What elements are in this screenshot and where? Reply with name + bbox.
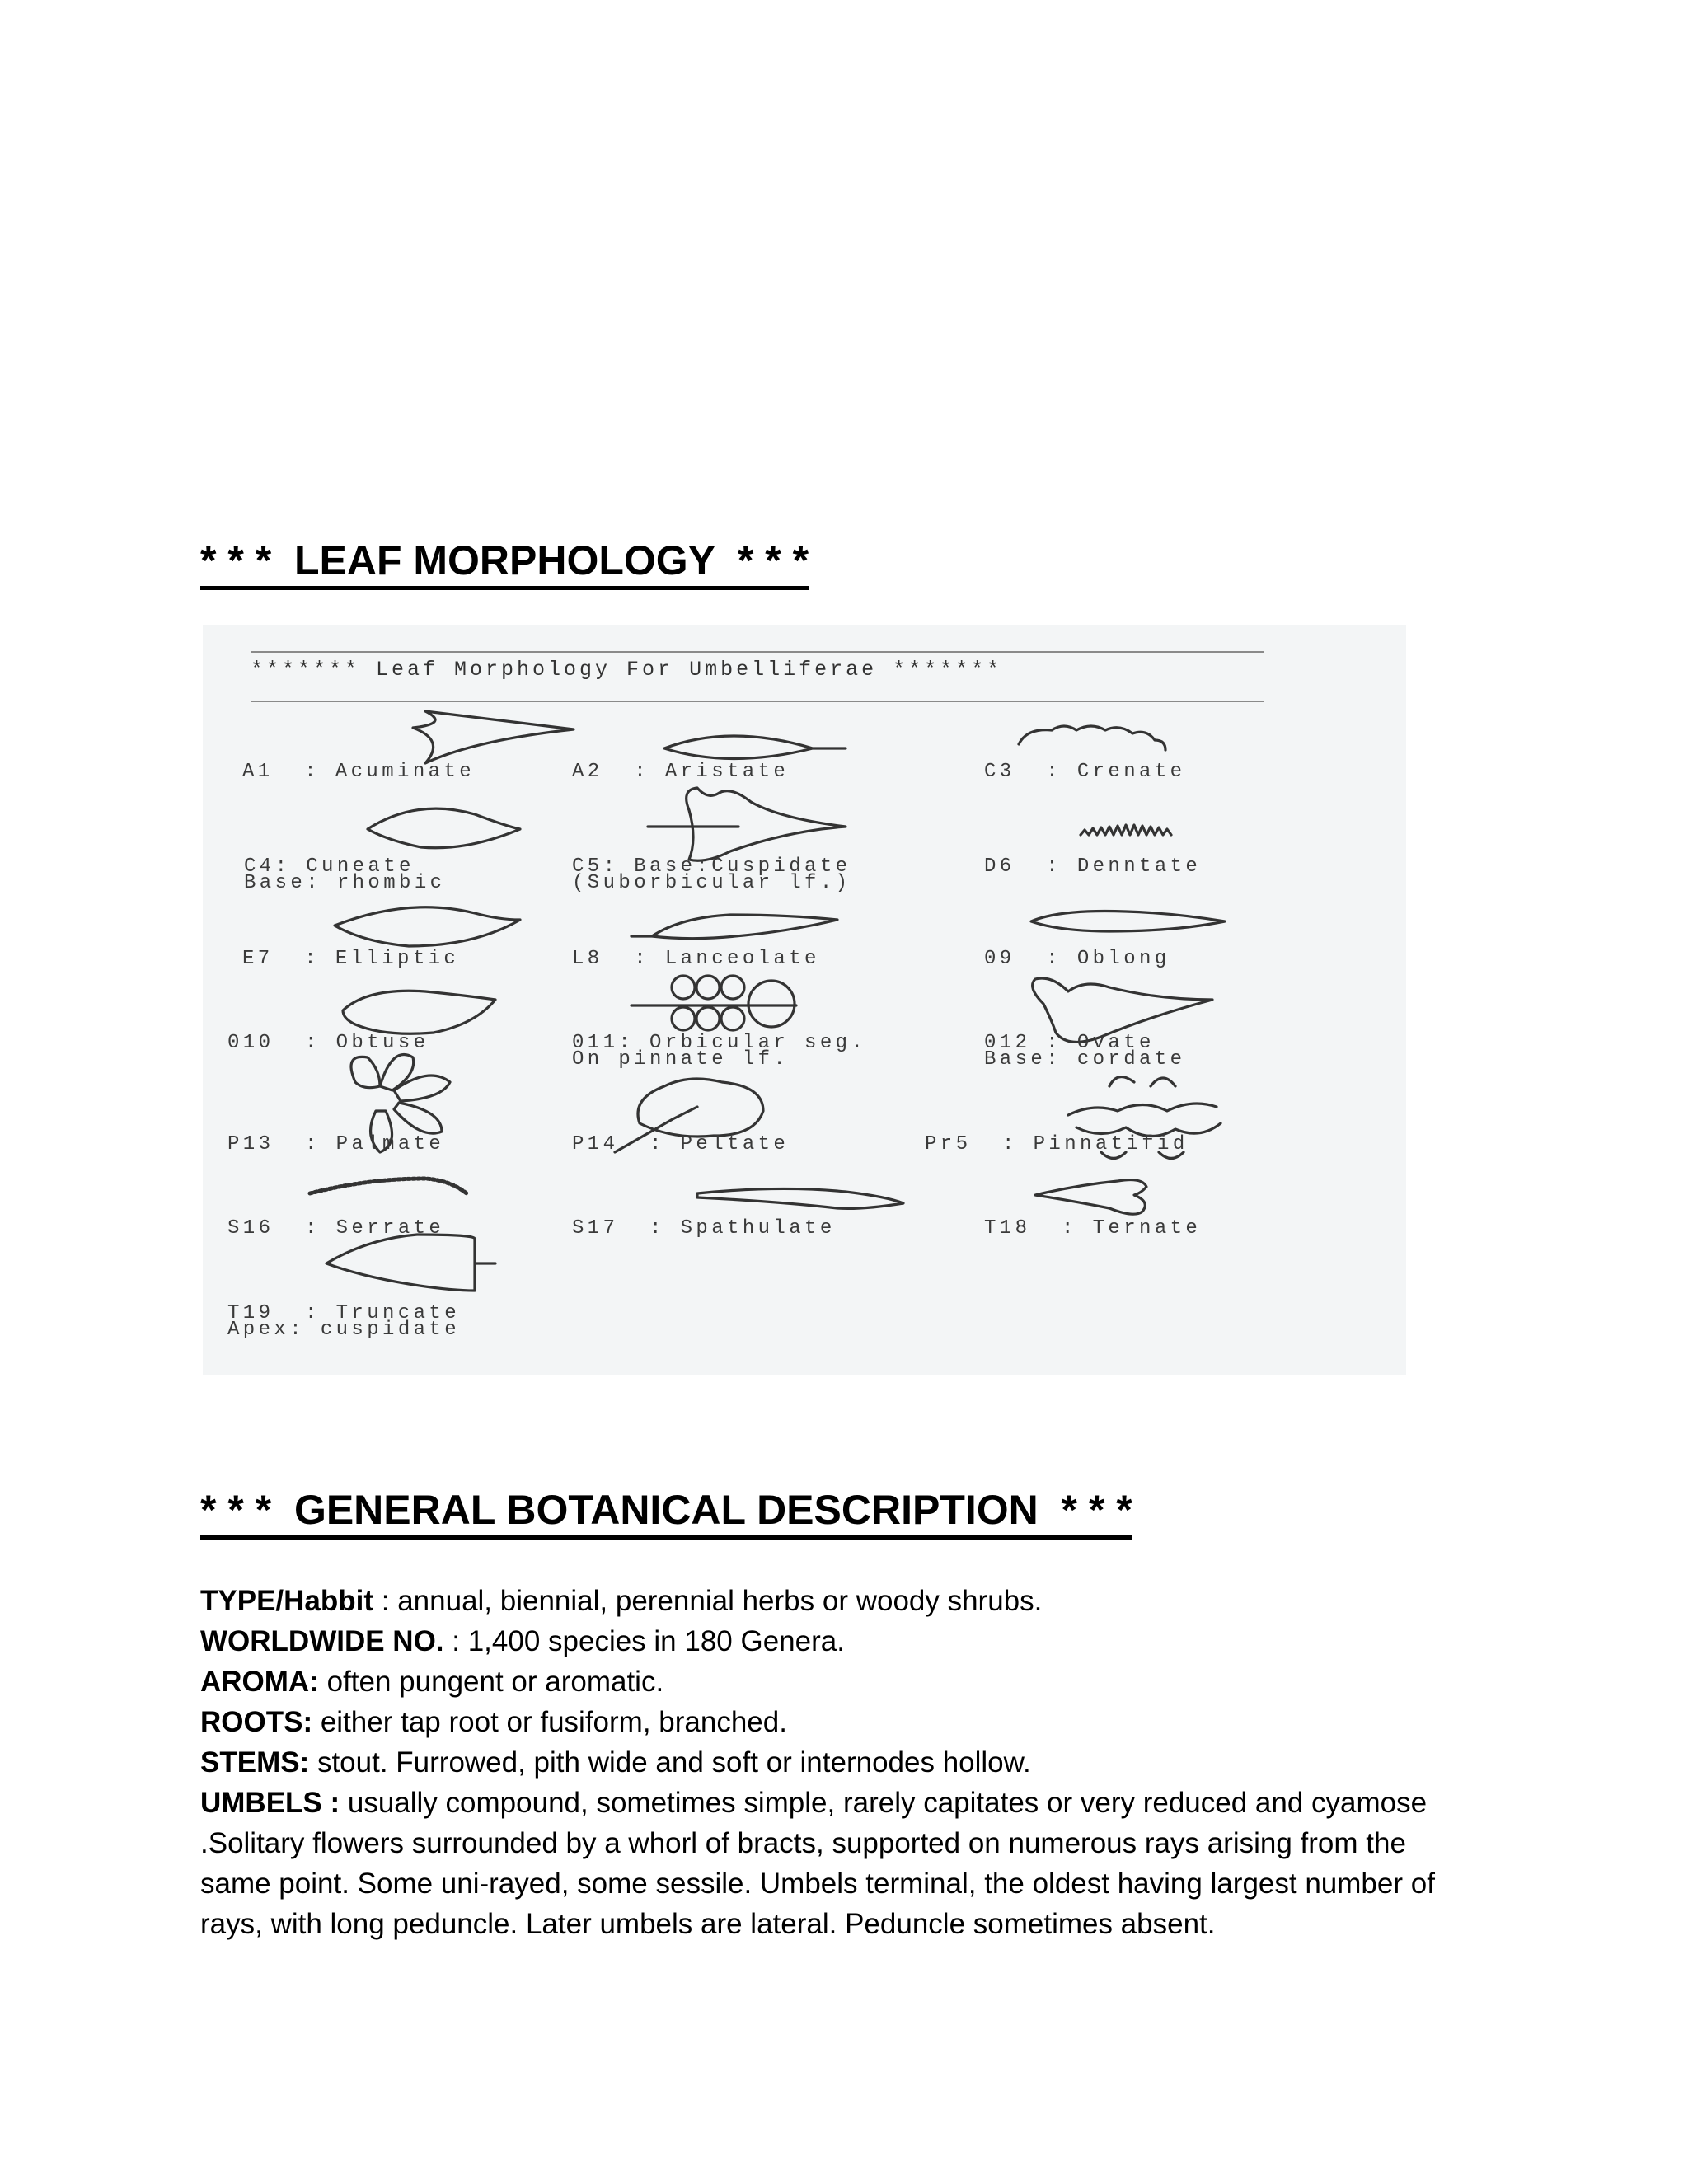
text-roots: either tap root or fusiform, branched. bbox=[312, 1706, 787, 1738]
term-type: TYPE/Habbit bbox=[200, 1585, 374, 1617]
label-012: 012 : Ovate bbox=[984, 1032, 1155, 1054]
text-umbels: usually compound, sometimes simple, rarely capitates or very reduced and cyamose .Solitary flowers surrounded by a whorl of bracts, supported on numerous rays arising from the same point. Some uni-rayed, some sessile. Umbels terminal, the oldest having largest number of rays, with long peduncle. Later umbels are lateral. Peduncle sometimes absent. bbox=[200, 1787, 1435, 1940]
label-011-sub: On pinnate lf. bbox=[572, 1048, 790, 1071]
label-t18: T18 : Ternate bbox=[984, 1217, 1202, 1240]
general-description-heading: * * * GENERAL BOTANICAL DESCRIPTION * * * bbox=[200, 1487, 1132, 1540]
term-umbels: UMBELS : bbox=[200, 1787, 340, 1819]
description-type bbox=[200, 1581, 1453, 1621]
term-stems: STEMS: bbox=[200, 1746, 310, 1779]
leaf-shape-crenate bbox=[1019, 726, 1165, 750]
label-012-sub: Base: cordate bbox=[984, 1048, 1186, 1071]
term-roots: ROOTS: bbox=[200, 1706, 313, 1738]
label-c4: C4: Cuneate bbox=[244, 855, 415, 878]
description-umbels bbox=[200, 1783, 1453, 1944]
label-t19: T19 : Truncate bbox=[227, 1302, 461, 1324]
leaf-shapes-drawing bbox=[203, 625, 1406, 1375]
text-aroma: often pungent or aromatic. bbox=[318, 1666, 664, 1698]
label-e7: E7 : Elliptic bbox=[242, 948, 460, 970]
leaf-shape-obtuse bbox=[343, 991, 495, 1033]
label-c3: C3 : Crenate bbox=[984, 761, 1186, 783]
leaf-shape-aristate bbox=[664, 736, 846, 759]
leaf-shape-orbicular-segments bbox=[631, 976, 796, 1030]
leaf-morphology-figure bbox=[203, 625, 1406, 1375]
leaf-shape-lanceolate bbox=[631, 915, 837, 939]
leaf-shape-acuminate bbox=[413, 711, 574, 763]
description-roots bbox=[200, 1702, 1453, 1742]
leaf-shape-cuneate bbox=[368, 808, 520, 848]
label-a2: A2 : Aristate bbox=[572, 761, 790, 783]
figure-title: ******* Leaf Morphology For Umbelliferae ******* bbox=[251, 658, 1003, 682]
text-worldwide: : 1,400 species in 180 Genera. bbox=[443, 1625, 845, 1657]
leaf-shape-elliptic bbox=[335, 907, 520, 946]
label-p14: P14 : Peltate bbox=[572, 1133, 790, 1155]
label-c4-sub: Base: rhombic bbox=[244, 872, 446, 894]
leaf-shape-cuspidate bbox=[648, 788, 846, 860]
description-stems bbox=[200, 1742, 1453, 1783]
leaf-shape-dentate bbox=[1081, 825, 1171, 835]
label-d6: D6 : Denntate bbox=[984, 855, 1202, 878]
label-a1: A1 : Acuminate bbox=[242, 761, 476, 783]
description-worldwide bbox=[200, 1621, 1453, 1661]
label-l8: L8 : Lanceolate bbox=[572, 948, 820, 970]
label-09: 09 : Oblong bbox=[984, 948, 1170, 970]
leaf-shape-ternate bbox=[1035, 1180, 1146, 1215]
label-011: 011: Orbicular seg. bbox=[572, 1032, 867, 1054]
label-pr5: Pr5 : Pinnatifid bbox=[925, 1133, 1189, 1155]
label-c5: C5: Base:Cuspidate bbox=[572, 855, 851, 878]
label-c5-sub: (Suborbicular lf.) bbox=[572, 872, 851, 894]
text-stems: stout. Furrowed, pith wide and soft or internodes hollow. bbox=[309, 1746, 1031, 1779]
term-aroma: AROMA: bbox=[200, 1666, 319, 1698]
term-worldwide: WORLDWIDE NO. bbox=[200, 1625, 444, 1657]
description-aroma bbox=[200, 1661, 1453, 1702]
label-s16: S16 : Serrate bbox=[227, 1217, 445, 1240]
leaf-shape-truncate bbox=[326, 1235, 495, 1291]
leaf-shape-serrate bbox=[310, 1179, 467, 1193]
text-type: : annual, biennial, perennial herbs or woody shrubs. bbox=[373, 1585, 1043, 1617]
label-010: 010 : Obtuse bbox=[227, 1032, 429, 1054]
label-s17: S17 : Spathulate bbox=[572, 1217, 836, 1240]
leaf-shape-oblong bbox=[1031, 912, 1225, 932]
label-p13: P13 : Palmate bbox=[227, 1133, 445, 1155]
botanical-description bbox=[200, 1581, 1453, 1944]
leaf-shape-spathulate bbox=[697, 1188, 903, 1208]
leaf-morphology-heading: * * * LEAF MORPHOLOGY * * * bbox=[200, 537, 809, 590]
label-t19-sub: Apex: cuspidate bbox=[227, 1319, 461, 1341]
